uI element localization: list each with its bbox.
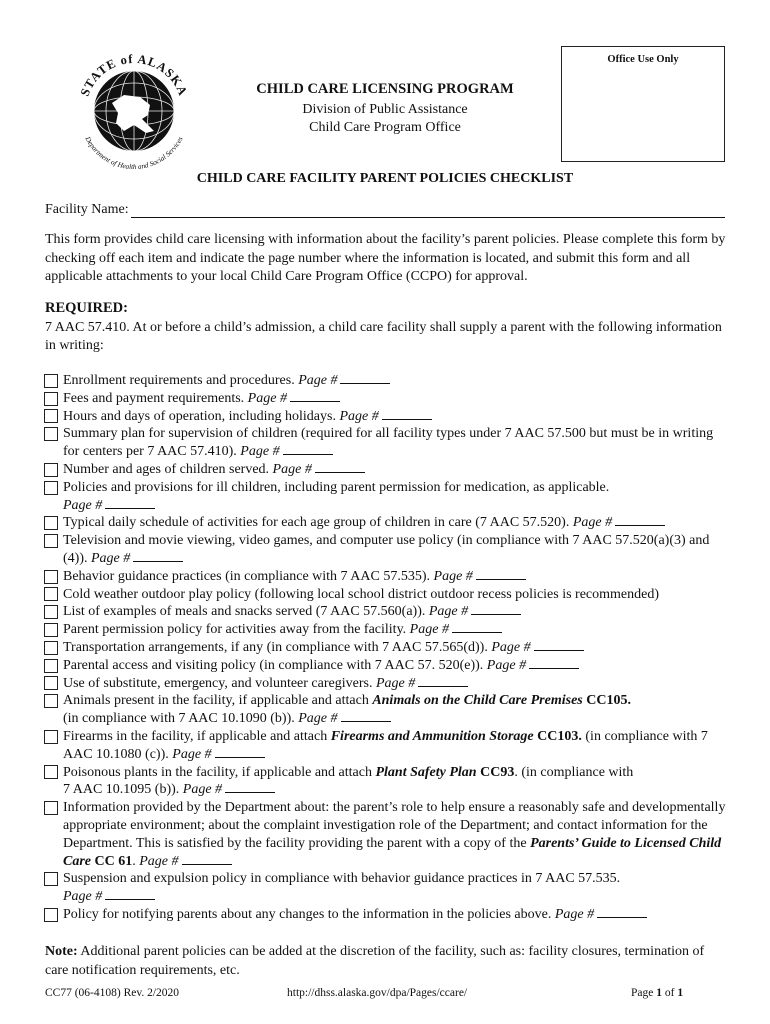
checklist-text-part: List of examples of meals and snacks served (7 AAC 57.560(a)). <box>63 604 429 620</box>
checklist-item-text <box>63 639 728 657</box>
office-name: Child Care Program Office <box>309 120 461 135</box>
checklist-text-part: Poisonous plants in the facility, if applicable and attach <box>63 764 376 780</box>
checklist-item-text <box>63 479 728 515</box>
checklist-checkbox[interactable] <box>44 605 58 619</box>
checklist-text-part: Typical daily schedule of activities for each age group of children in care (7 AAC 57.520). <box>63 515 573 531</box>
checklist-text-part: Plant Safety Plan <box>375 764 477 780</box>
checklist-text-part: Animals present in the facility, if applicable and attach <box>63 693 373 709</box>
checklist-text-part: Television and movie viewing, video games, and computer use policy (in compliance with 7 AAC 57.520(a)(3) and (4)). <box>63 533 710 566</box>
checklist-text-part: CC105. <box>582 693 631 709</box>
checklist-item <box>44 586 728 604</box>
page-number-label: Page # <box>63 497 103 513</box>
checklist-item-text <box>63 461 728 479</box>
checklist-item-text <box>63 728 728 764</box>
checklist-item <box>44 514 728 532</box>
note-label: Note: <box>45 944 78 959</box>
checklist-item-text <box>63 532 728 568</box>
page-number-field[interactable] <box>133 550 183 562</box>
required-text: 7 AAC 57.410. At or before a child’s admission, a child care facility shall supply a parent with the following information in writing: <box>45 320 722 353</box>
page-number-label: Page # <box>272 461 312 477</box>
checklist-text-part: Hours and days of operation, including holidays. <box>63 408 340 424</box>
page-number-label: Page # <box>409 622 449 638</box>
checklist-text-part: Parental access and visiting policy (in compliance with 7 AAC 57. 520(e)). <box>63 657 487 673</box>
page-number-label: Page # <box>298 711 338 727</box>
checklist-checkbox[interactable] <box>44 516 58 530</box>
checklist-item <box>44 568 728 586</box>
checklist-text-part: Information provided by the Department about: the parent’s role to help ensure a reasonably safe and developmentally appropriate environment; about the complaint investigation role of the Department; and contact information for the Department. This is satisfied by the facility providing the parent with a copy of the <box>63 800 726 851</box>
checklist-text-part: Fees and payment requirements. <box>63 390 248 406</box>
page-number-field[interactable] <box>382 408 432 420</box>
page-number-field[interactable] <box>418 675 468 687</box>
required-heading: REQUIRED: <box>45 300 128 316</box>
checklist-item <box>44 764 728 800</box>
checklist-text-part: Policies and provisions for ill children, including parent permission for medication, as applicable. <box>63 479 610 495</box>
page-number-field[interactable] <box>341 710 391 722</box>
checklist-item <box>44 870 728 906</box>
page-number-field[interactable] <box>105 888 155 900</box>
page-number-field[interactable] <box>105 497 155 509</box>
footer-url[interactable]: http://dhss.alaska.gov/dpa/Pages/ccare/ <box>287 987 468 999</box>
checklist-text-part: CC93 <box>476 764 515 780</box>
page-number-field[interactable] <box>597 906 647 918</box>
office-use-label: Office Use Only <box>607 54 679 65</box>
checklist-item-text <box>63 514 728 532</box>
page-number-label: Page # <box>428 604 469 620</box>
checklist-checkbox[interactable] <box>44 481 58 495</box>
checklist-checkbox[interactable] <box>44 427 58 441</box>
checklist-item-text <box>63 372 728 390</box>
division-name: Division of Public Assistance <box>302 102 468 117</box>
checklist-checkbox[interactable] <box>44 730 58 744</box>
checklist-checkbox[interactable] <box>44 676 58 690</box>
page-number-label: Page # <box>139 853 179 869</box>
checklist-item <box>44 728 728 764</box>
checklist-text-part: Firearms in the facility, if applicable and attach <box>63 728 331 744</box>
checklist-text-part: 7 AAC 10.1095 (b)). <box>63 782 183 798</box>
page-number-label: Page # <box>486 657 527 673</box>
checklist-text-part: Behavior guidance practices (in compliance with 7 AAC 57.535). <box>63 568 434 584</box>
checklist-item <box>44 425 728 461</box>
checklist-checkbox[interactable] <box>44 570 58 584</box>
policy-checklist <box>44 372 728 924</box>
checklist-text-part: Animals on the Child Care Premises <box>372 693 583 709</box>
checklist-item-text <box>63 906 728 924</box>
checklist-text-part: CC103. <box>533 728 582 744</box>
checklist-checkbox[interactable] <box>44 801 58 815</box>
checklist-item <box>44 692 728 728</box>
page-number-field[interactable] <box>615 514 665 526</box>
page-number-field[interactable] <box>452 621 502 633</box>
checklist-checkbox[interactable] <box>44 641 58 655</box>
checklist-text-part: Parent permission policy for activities away from the facility. <box>63 622 410 638</box>
checklist-item <box>44 479 728 515</box>
page-number-label: Page # <box>172 746 212 762</box>
form-id: CC77 (06-4108) Rev. 2/2020 <box>45 987 180 999</box>
checklist-item <box>44 799 728 870</box>
checklist-text-part: Firearms and Ammunition Storage <box>330 728 534 744</box>
checklist-item-text <box>63 870 728 906</box>
checklist-item <box>44 408 728 426</box>
note-text: Additional parent policies can be added at the discretion of the facility, such as: facility closures, termination of care notification requirements, etc. <box>45 944 705 978</box>
facility-name-field[interactable] <box>131 203 725 218</box>
checklist-item <box>44 639 728 657</box>
page-number-field[interactable] <box>315 461 365 473</box>
intro-paragraph: This form provides child care licensing with information about the facility’s parent policies. Please complete this form by checking off each item and indicate the page number where the information is located, and submit this form and all applicable attachments to your local Child Care Program Office (CCPO) for approval. <box>45 232 726 284</box>
checklist-item-text <box>63 568 728 586</box>
checklist-item <box>44 906 728 924</box>
checklist-checkbox[interactable] <box>44 534 58 548</box>
checklist-item-text <box>63 692 728 728</box>
checklist-text-part: Enrollment requirements and procedures. <box>63 373 299 388</box>
facility-name-label: Facility Name: <box>45 202 129 217</box>
checklist-item <box>44 461 728 479</box>
checklist-text-part: CC 61 <box>91 853 133 869</box>
page-of: of <box>661 987 678 999</box>
checklist-item <box>44 372 728 390</box>
checklist-checkbox[interactable] <box>44 908 58 922</box>
page-number-field[interactable] <box>476 568 526 580</box>
checklist-text-part: (in compliance with 7 AAC 10.1090 (b)). <box>63 711 299 727</box>
checklist-text-part: Use of substitute, emergency, and volunteer caregivers. <box>63 675 376 691</box>
checklist-item-text <box>63 390 728 408</box>
page-number-label: Page # <box>554 906 595 922</box>
seal-top-text: STATE of ALASKA <box>77 51 191 99</box>
checklist-checkbox[interactable] <box>44 872 58 886</box>
page-current: 1 <box>656 987 662 999</box>
checklist-text-part: Cold weather outdoor play policy (following local school district outdoor recess policies is recommended) <box>63 586 660 602</box>
checklist-item <box>44 603 728 621</box>
checklist-item-text <box>63 657 728 675</box>
checklist-checkbox[interactable] <box>44 587 58 601</box>
checklist-item <box>44 621 728 639</box>
checklist-text-part: . <box>132 853 140 869</box>
checklist-item-text <box>63 586 728 604</box>
checklist-item <box>44 675 728 693</box>
page-number-field[interactable] <box>290 390 340 402</box>
form-title: CHILD CARE FACILITY PARENT POLICIES CHECKLIST <box>196 171 574 186</box>
checklist-item-text <box>63 603 728 621</box>
checklist-text-part: (in compliance with 7 AAC 10.1080 (c)). <box>63 728 708 762</box>
page-number-label: Page # <box>433 568 473 584</box>
checklist-checkbox[interactable] <box>44 409 58 423</box>
page-number-label: Page # <box>298 373 338 388</box>
checklist-text-part: Suspension and expulsion policy in compliance with behavior guidance practices in 7 AAC 57.535. <box>63 871 621 887</box>
checklist-checkbox[interactable] <box>44 694 58 708</box>
checklist-checkbox[interactable] <box>44 374 58 388</box>
checklist-item-text <box>63 675 728 693</box>
checklist-text-part: . (in compliance with <box>514 764 634 780</box>
page-number-label: Page # <box>240 444 280 460</box>
checklist-item <box>44 390 728 408</box>
seal-bottom-text: Department of Health and Social Services <box>83 135 185 172</box>
checklist-text-part: Parents’ Guide to Licensed Child Care <box>63 835 722 869</box>
checklist-text-part: Policy for notifying parents about any changes to the information in the policies above. <box>63 906 555 922</box>
page-number-field[interactable] <box>534 639 584 651</box>
program-title: CHILD CARE LICENSING PROGRAM <box>256 81 514 97</box>
checklist-item <box>44 532 728 568</box>
checklist-item-text <box>63 764 728 800</box>
checklist-item-text <box>63 425 728 461</box>
checklist-text-part: Number and ages of children served. <box>63 461 273 477</box>
checklist-checkbox[interactable] <box>44 659 58 673</box>
page-number-label: Page # <box>339 408 379 424</box>
checklist-checkbox[interactable] <box>44 463 58 477</box>
checklist-text-part: Summary plan for supervision of children (required for all facility types under 7 AAC 57.500 but must be in writing for centers per 7 AAC 57.410). <box>63 426 714 460</box>
page-number-field[interactable] <box>529 657 579 669</box>
note-paragraph <box>45 942 728 980</box>
checklist-item <box>44 657 728 675</box>
page-number-label: Page # <box>247 390 287 406</box>
page-number <box>631 987 683 999</box>
page-number-label: Page # <box>491 639 531 655</box>
checklist-item-text <box>63 799 728 870</box>
facility-name-row <box>45 202 725 218</box>
page-number-field[interactable] <box>340 372 390 384</box>
page-number-label: Page # <box>63 889 103 905</box>
checklist-checkbox[interactable] <box>44 392 58 406</box>
checklist-checkbox[interactable] <box>44 765 58 779</box>
page-number-label: Page # <box>572 515 613 531</box>
page-number-field[interactable] <box>471 603 521 615</box>
page-number-field[interactable] <box>283 443 333 455</box>
checklist-item-text <box>63 621 728 639</box>
page-number-field[interactable] <box>225 781 275 793</box>
checklist-checkbox[interactable] <box>44 623 58 637</box>
page-number-label: Page # <box>182 782 223 798</box>
page-number-field[interactable] <box>182 853 232 865</box>
page-prefix: Page <box>631 987 657 999</box>
checklist-text-part: Transportation arrangements, if any (in compliance with 7 AAC 57.565(d)). <box>63 639 492 655</box>
page-total: 1 <box>677 987 684 999</box>
page-number-label: Page # <box>91 550 131 566</box>
page-number-label: Page # <box>375 675 416 691</box>
page-number-field[interactable] <box>215 746 265 758</box>
checklist-item-text <box>63 408 728 426</box>
